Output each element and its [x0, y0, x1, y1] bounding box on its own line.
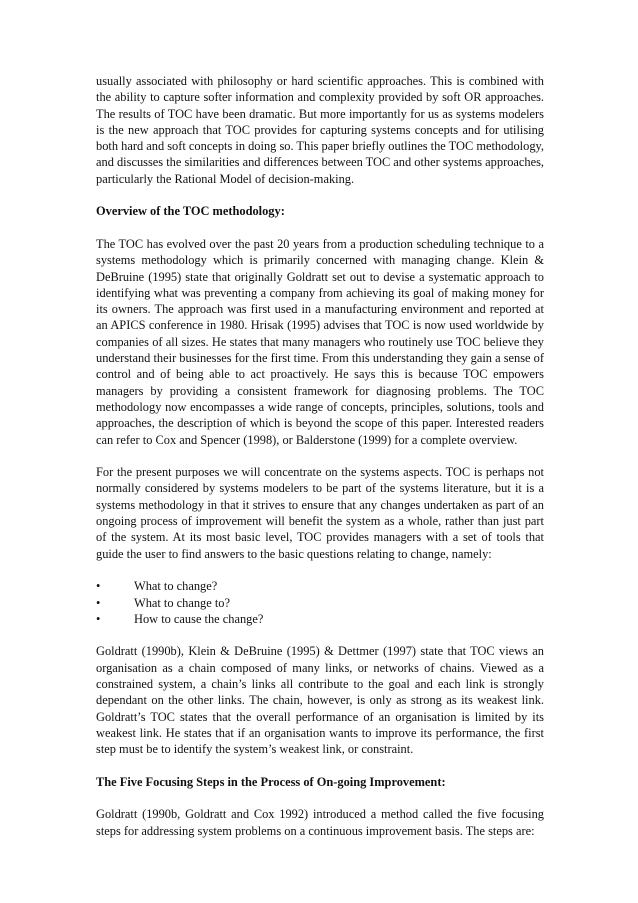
- paragraph-focusing-steps-intro: Goldratt (1990b, Goldratt and Cox 1992) introduced a method called the five focusing steps for addressing system problems on a continuous improvement basis. The steps are:: [96, 807, 544, 838]
- change-questions-list: [96, 578, 544, 627]
- bullet-icon: •: [96, 579, 101, 594]
- list-item: [96, 578, 544, 594]
- bullet-icon: •: [96, 595, 101, 610]
- paragraph-systems-aspects: For the present purposes we will concentrate on the systems aspects. TOC is perhaps not normally considered by systems modelers to be part of the systems literature, but it is a systems methodology in that it strives to ensure that any changes undertaken as part of an ongoing process of improvement will benefit the system as a whole, rather than just part of the system. At its most basic level, TOC provides managers with a set of tools that guide the user to find answers to the basic questions relating to change, namely:: [96, 465, 544, 561]
- paragraph-toc-evolution: The TOC has evolved over the past 20 years from a production scheduling technique to a systems methodology which is primarily concerned with managing change. Klein & DeBruine (1995) state that originally Goldratt set out to devise a systematic approach to identifying what was preventing a company from achieving its goal of making money for its owners. The approach was first used in a manufacturing environment and reported at an APICS conference in 1980. Hrisak (1995) advises that TOC is now used worldwide by companies of all sizes. He states that many managers who routinely use TOC believe they understand their businesses for the first time. From this understanding they gain a sense of control and of being able to act proactively. He says this is because TOC empowers managers by providing a consistent framework for diagnosing problems. The TOC methodology now encompasses a wide range of concepts, principles, solutions, tools and approaches, the description of which is beyond the scope of this paper. Interested readers can refer to Cox and Spencer (1998), or Balderstone (1999) for a complete overview.: [96, 236, 544, 447]
- paragraph-chain-analogy: Goldratt (1990b), Klein & DeBruine (1995) & Dettmer (1997) state that TOC views an organisation as a chain composed of many links, or networks of chains. Viewed as a constrained system, a chain’s links all contribute to the goal and each link is strongly dependant on the other links. The chain, however, is only as strong as its weakest link. Goldratt’s TOC states that the overall performance of an organisation is limited by its weakest link. He states that if an organisation wants to improve its performance, the first step must be to identify the system’s weakest link, or constraint.: [96, 644, 544, 757]
- paragraph-intro: usually associated with philosophy or hard scientific approaches. This is combined with the ability to capture softer information and complexity provided by soft OR approaches. The results of TOC have been dramatic. But more importantly for us as systems modelers is the new approach that TOC provides for capturing systems concepts and for utilising both hard and soft concepts in doing so. This paper briefly outlines the TOC methodology, and discusses the similarities and differences between TOC and other systems approaches, particularly the Rational Model of decision-making.: [96, 74, 545, 186]
- list-item-text: What to change?: [134, 579, 218, 594]
- list-item: [96, 595, 544, 611]
- list-item-text: How to cause the change?: [134, 611, 264, 626]
- section-heading-overview: Overview of the TOC methodology:: [96, 204, 285, 219]
- list-item-text: What to change to?: [134, 595, 230, 610]
- bullet-icon: •: [96, 611, 101, 626]
- document-page: [96, 73, 544, 855]
- list-item: [96, 611, 544, 627]
- section-heading-five-focusing-steps: The Five Focusing Steps in the Process of On-going Improvement:: [96, 774, 446, 789]
